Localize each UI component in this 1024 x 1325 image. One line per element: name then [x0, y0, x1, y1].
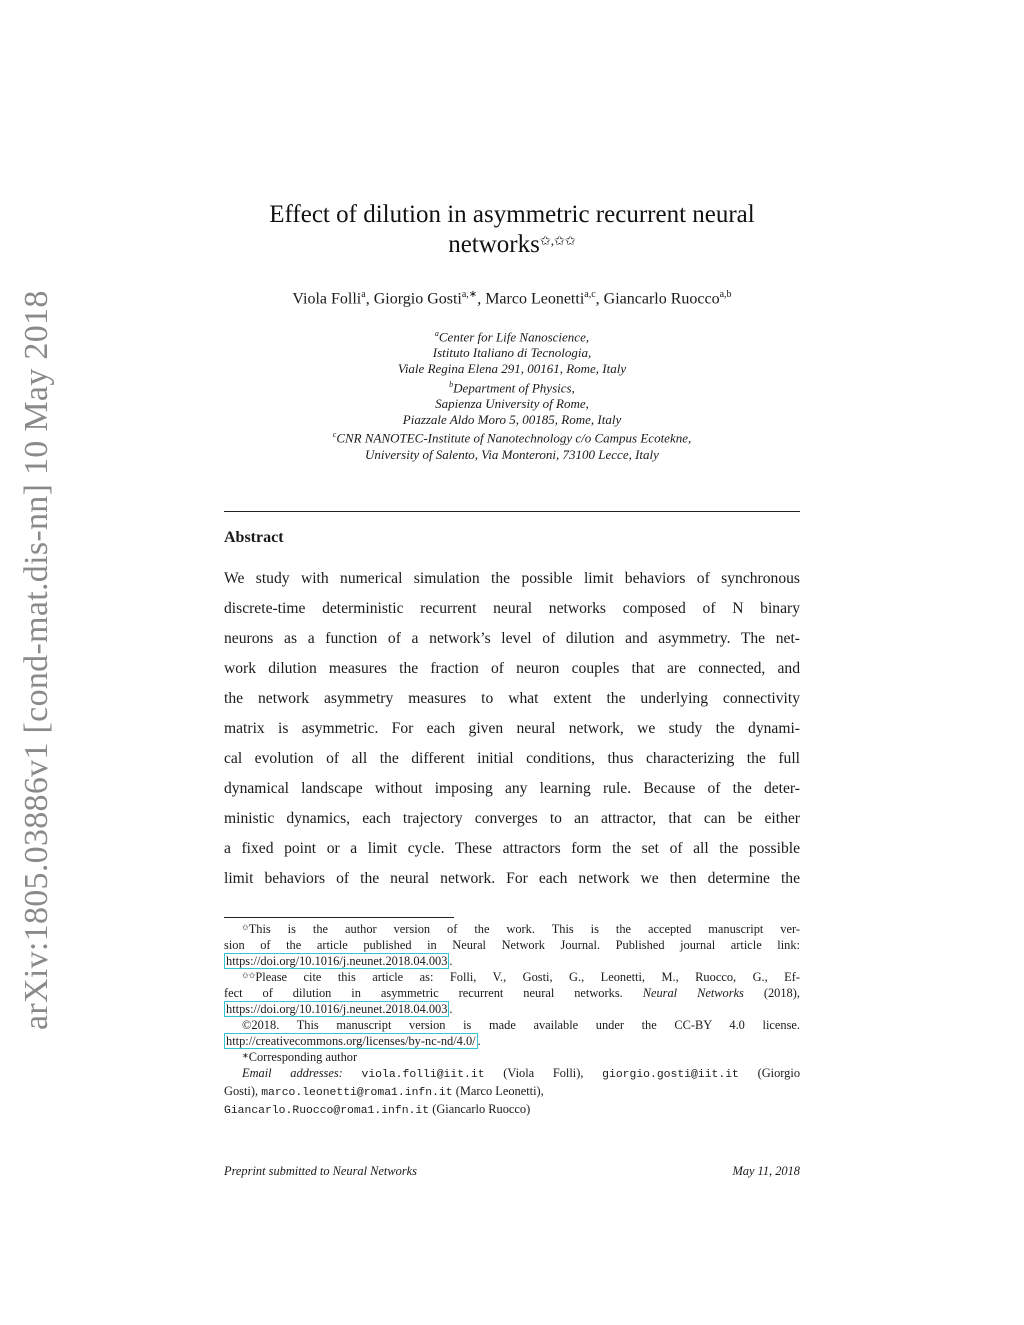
abstract-line: a fixed point or a limit cycle. These attractors form the set of all the possible [224, 840, 800, 857]
footnote-1-symbol: ✩ [242, 923, 249, 932]
affiliation-sup: c [332, 430, 337, 440]
affiliation-text: Sapienza University of Rome, [435, 395, 589, 411]
footnote-1-doi-link[interactable]: https://doi.org/10.1016/j.neunet.2018.04.003 [226, 954, 448, 968]
corresponding-symbol: ∗ [242, 1051, 249, 1060]
license-text: ©2018. This manuscript version is made available under the CC-BY 4.0 license. [242, 1018, 800, 1032]
email-line-3 [224, 1101, 800, 1119]
abstract-line: We study with numerical simulation the possible limit behaviors of synchronous [224, 570, 800, 587]
abstract-line: cal evolution of all the different initial conditions, thus characterizing the full [224, 750, 800, 767]
author-list: Viola Folli$^a$, Giorgio Gosti$^{a,∗}$, Marco Leonetti$^{a,c}$, Giancarlo Ruocco$^{a,b}$ [292, 289, 732, 308]
preprint-footer: Preprint submitted to Neural Networks [224, 1164, 417, 1178]
email-address[interactable]: marco.leonetti@roma1.infn.it [261, 1087, 453, 1099]
email-owner: (Giorgio [757, 1066, 801, 1080]
footnote-2-period: . [449, 1002, 453, 1016]
license-line [224, 1017, 800, 1033]
affiliation-sup: a [434, 329, 439, 338]
footnotes [224, 921, 800, 1119]
preprint-date: May 11, 2018 [732, 1164, 800, 1178]
footnote-1-text: This is the author version of the work. This is the accepted manuscript ver- [248, 922, 800, 936]
abstract-line: matrix is asymmetric. For each given neural network, we study the dynami- [224, 720, 800, 737]
abstract-line: the network asymmetry measures to what extent the underlying connectivity [224, 690, 800, 707]
abstract-heading: Abstract [224, 529, 284, 546]
email-address[interactable]: viola.folli@iit.it [361, 1069, 485, 1081]
license-link[interactable]: http://creativecommons.org/licenses/by-nc-nd/4.0/ [226, 1034, 476, 1048]
abstract-line: neurons as a function of a network’s level of dilution and asymmetry. The net- [224, 630, 800, 647]
author-affil-sup: a [361, 289, 366, 300]
footnote-2-line-1 [224, 969, 800, 985]
abstract-body [224, 564, 800, 894]
abstract-line: discrete-time deterministic recurrent neural networks composed of N binary [224, 600, 800, 617]
title-footnote-marks: ✩,✩✩ [539, 233, 576, 248]
abstract-line: ministic dynamics, each trajectory converges to an attractor, that can be either [224, 810, 800, 827]
author-affil-sup: a,c [584, 289, 596, 300]
email-line-2 [224, 1083, 800, 1101]
abstract-top-rule [224, 511, 800, 512]
affiliation-line [0, 447, 1024, 463]
email-owner: (Marco Leonetti), [455, 1084, 544, 1098]
affiliation-line [0, 377, 1024, 396]
email-line-1 [224, 1065, 800, 1083]
affiliation-text: CNR NANOTEC-Institute of Nanotechnology c/o Campus Ecotekne, [336, 430, 692, 446]
email-owner: Gosti), [224, 1084, 259, 1098]
license-link-line [224, 1033, 800, 1049]
abstract-line: dynamical landscape without imposing any learning rule. Because of the deter- [224, 780, 800, 797]
author-affil-sup: a,b [719, 289, 732, 300]
affiliation-text: Center for Life Nanoscience, [438, 329, 590, 345]
author-name: Marco Leonetti [485, 290, 585, 308]
abstract-line: limit behaviors of the neural network. For each network we then determine the [224, 870, 800, 887]
affiliation-line [0, 427, 1024, 446]
arxiv-identifier-stamp: arXiv:1805.03886v1 [cond-mat.dis-nn] 10 May 2018 [18, 290, 55, 1030]
affiliation-text: Viale Regina Elena 291, 00161, Rome, Italy [397, 360, 627, 376]
email-owner: (Giancarlo Ruocco) [432, 1102, 531, 1116]
corresponding-author-line [224, 1049, 800, 1065]
affiliation-line [0, 396, 1024, 412]
affiliation-line [0, 412, 1024, 428]
footnote-1-line-2: sion of the article published in Neural Network Journal. Published journal article link: [224, 938, 800, 952]
affiliation-text: Department of Physics, [453, 380, 575, 396]
footnote-2-citation: fect of dilution in asymmetric recurrent neural networks. [224, 986, 623, 1000]
author-name: Giorgio Gosti [373, 290, 462, 308]
footnote-2-year: (2018), [763, 986, 800, 1000]
affiliations [0, 326, 1024, 462]
email-address[interactable]: Giancarlo.Ruocco@roma1.infn.it [224, 1105, 430, 1117]
footnote-1-period: . [449, 954, 453, 968]
email-owner: (Viola Folli), [503, 1066, 584, 1080]
email-label: Email addresses: [242, 1066, 343, 1080]
author-name: Giancarlo Ruocco [603, 290, 720, 308]
paper-title [0, 200, 1024, 260]
footnote-2-doi-link[interactable]: https://doi.org/10.1016/j.neunet.2018.04.003 [226, 1002, 448, 1016]
title-line-1: Effect of dilution in asymmetric recurrent neural [269, 201, 755, 228]
footnote-1-line-3 [224, 953, 800, 969]
footnote-2-symbol: ✩✩ [242, 971, 256, 980]
affiliation-text: Piazzale Aldo Moro 5, 00185, Rome, Italy [402, 411, 622, 427]
email-address[interactable]: giorgio.gosti@iit.it [602, 1069, 739, 1081]
license-period: . [477, 1034, 481, 1048]
affiliation-line [0, 326, 1024, 345]
affiliation-text: University of Salento, Via Monteroni, 73100 Lecce, Italy [365, 446, 659, 462]
affiliation-line [0, 345, 1024, 361]
title-line-2-text: networks [448, 231, 540, 258]
footnote-rule [224, 917, 454, 918]
abstract-line: work dilution measures the fraction of neuron couples that are connected, and [224, 660, 800, 677]
author-affil-sup: a,∗ [461, 289, 478, 300]
affiliation-sup: b [449, 379, 454, 389]
author-name: Viola Folli [292, 290, 362, 308]
corresponding-text: Corresponding author [248, 1050, 358, 1064]
footnote-2-line-2 [224, 985, 800, 1001]
footnote-2-text: Please cite this article as: Folli, V., Gosti, G., Leonetti, M., Ruocco, G., Ef- [255, 970, 800, 984]
footnote-2-journal: Neural Networks [642, 986, 744, 1000]
affiliation-line [0, 361, 1024, 377]
title-line-2 [0, 230, 1024, 260]
footnote-1-line-1 [224, 921, 800, 937]
affiliation-text: Istituto Italiano di Tecnologia, [432, 345, 592, 361]
footnote-2-line-3 [224, 1001, 800, 1017]
